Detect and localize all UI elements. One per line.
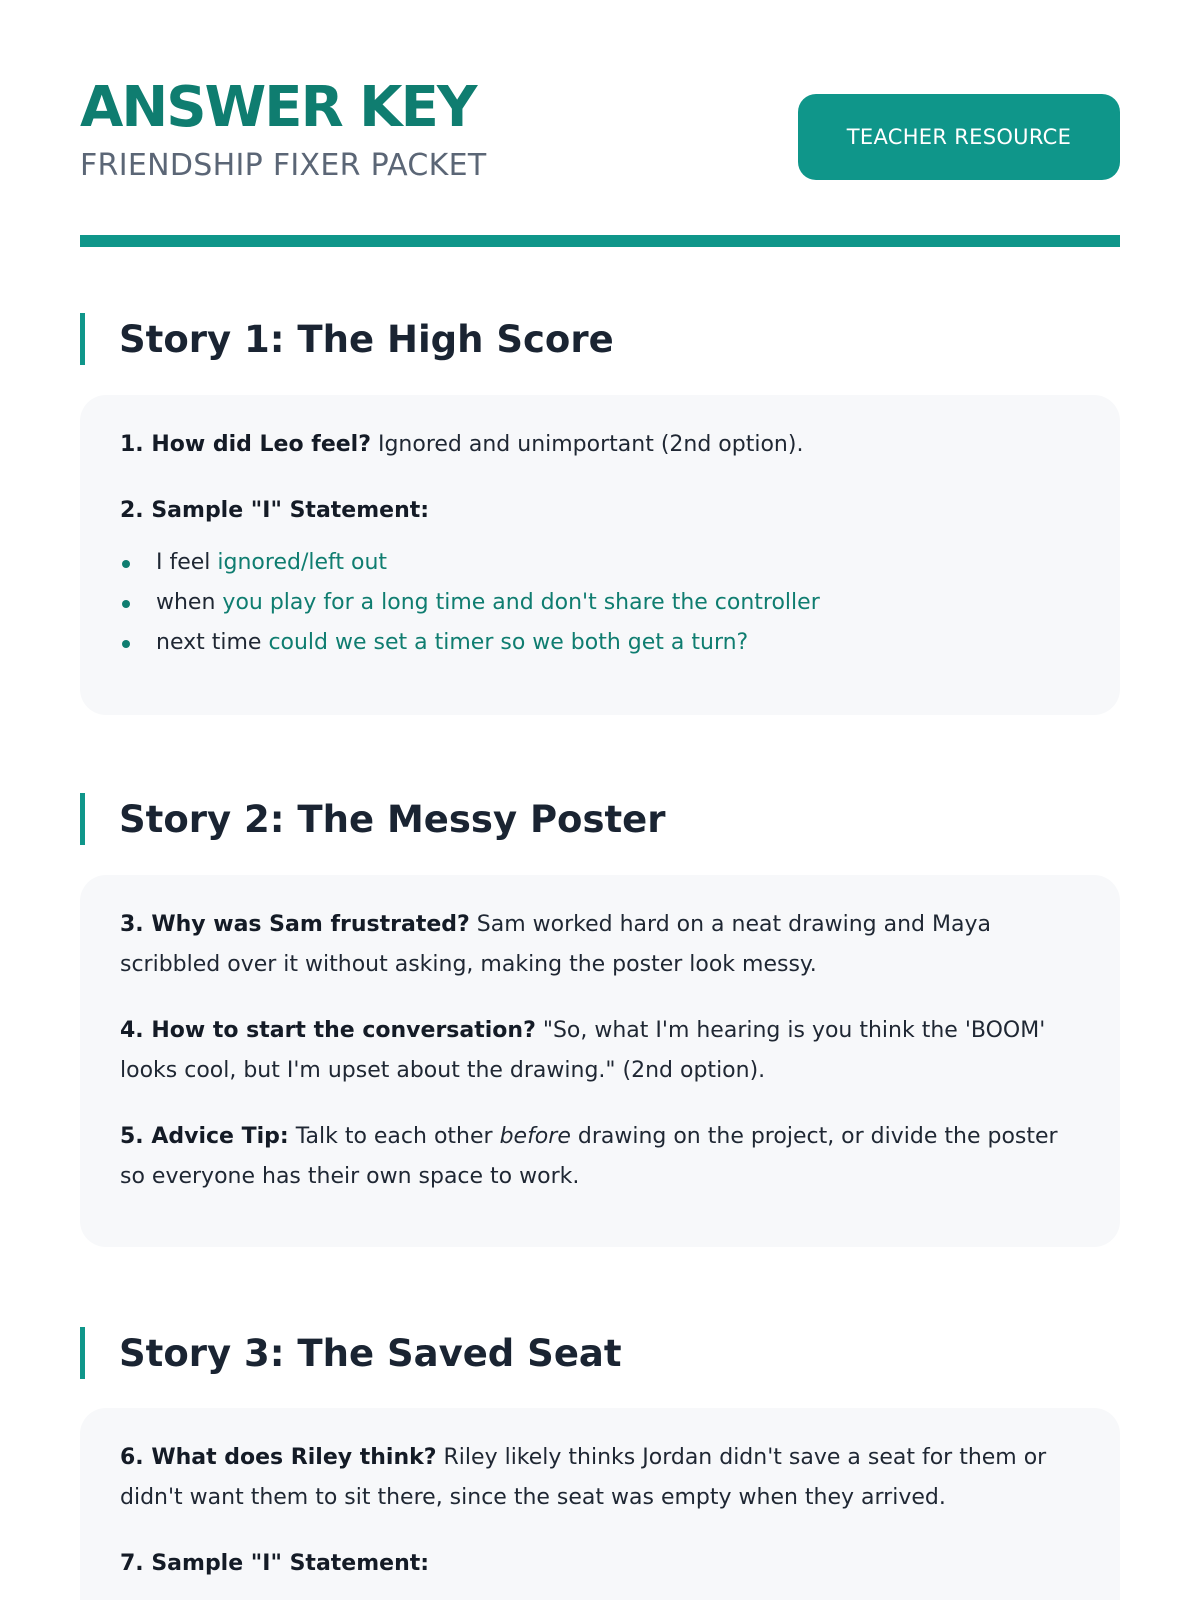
answer-text: Riley likely thinks Jordan didn't save a seat for them or didn't want them to sit there, since the seat was empty when they arrived. [120,1445,1047,1510]
question-1 [120,425,1080,465]
question-5 [120,1117,1080,1197]
page-header [80,0,1120,250]
answer-text: drawing on the project, or divide the poster so everyone has their own space to work. [120,1124,1058,1189]
emphasis-text: before [499,1124,571,1149]
question-2 [120,491,1080,531]
question-label: 1. How did Leo feel? [120,432,371,457]
question-label: 4. How to start the conversation? [120,1018,536,1043]
page-title: ANSWER KEY [80,75,476,140]
teacher-resource-badge: TEACHER RESOURCE [798,94,1120,180]
question-7 [120,1544,1080,1584]
question-4 [120,1011,1080,1091]
question-label: 2. Sample "I" Statement: [120,498,430,523]
list-item [120,543,1080,583]
question-label: 3. Why was Sam frustrated? [120,912,470,937]
list-item [120,583,1080,623]
sample-answer: you play for a long time and don't share the controller [222,590,820,615]
sentence-starter: when [156,590,223,615]
header-divider [80,235,1120,247]
page-subtitle: FRIENDSHIP FIXER PACKET [80,148,487,183]
story-3-heading: Story 3: The Saved Seat [80,1327,622,1379]
answer-text: Sam worked hard on a neat drawing and Maya scribbled over it without asking, making the poster look messy. [120,912,991,977]
question-label: 6. What does Riley think? [120,1445,437,1470]
sentence-starter: I feel [156,550,218,575]
sentence-starter: next time [156,630,269,655]
answer-text: "So, what I'm hearing is you think the 'BOOM' looks cool, but I'm upset about the drawing." (2nd option). [120,1018,1046,1083]
story-3-card [80,1408,1120,1600]
list-item [120,623,1080,663]
question-label: 7. Sample "I" Statement: [120,1551,430,1576]
story-1-card [80,395,1120,715]
question-label: 5. Advice Tip: [120,1124,289,1149]
story-2-heading: Story 2: The Messy Poster [80,793,666,845]
question-3 [120,905,1080,985]
sample-answer: could we set a timer so we both get a turn? [268,630,749,655]
i-statement-list [120,543,1080,663]
story-2-card [80,875,1120,1247]
answer-text: Ignored and unimportant (2nd option). [370,432,804,457]
answer-text: Talk to each other [288,1124,500,1149]
sample-answer: ignored/left out [217,550,388,575]
story-1-heading: Story 1: The High Score [80,313,614,365]
question-6 [120,1438,1080,1518]
